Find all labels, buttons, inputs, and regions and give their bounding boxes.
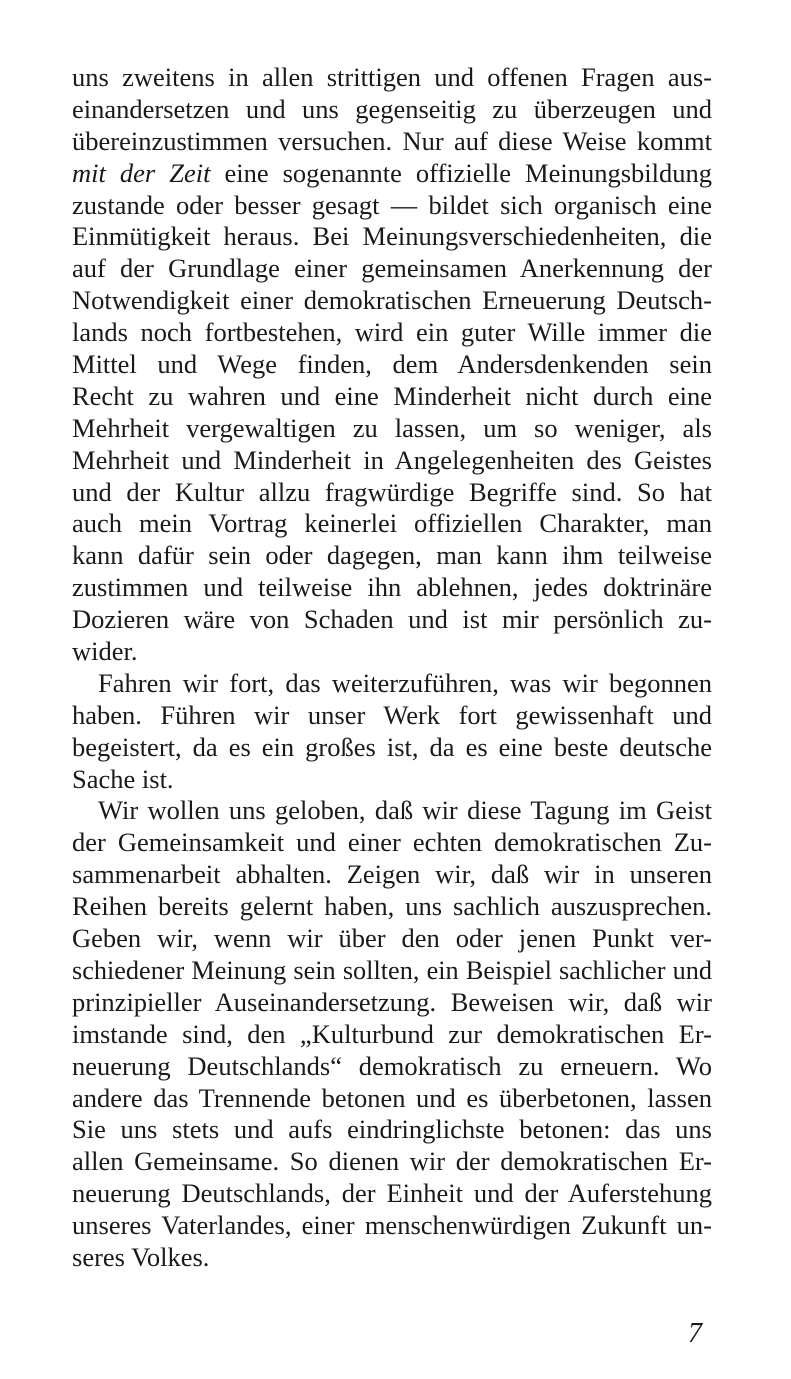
text-line: imstande sind, den „Kulturbund zur demokratischen Er- bbox=[72, 1018, 712, 1049]
text-line: einandersetzen und uns gegenseitig zu überzeugen und bbox=[72, 93, 712, 124]
text-line: Mehrheit und Minderheit in Angelegenheiten des Geistes bbox=[72, 444, 712, 475]
paragraph-2 bbox=[72, 668, 712, 796]
paragraph-1 bbox=[72, 62, 712, 668]
text-fragment: eine sogenannte offizielle Meinungsbildung bbox=[210, 157, 712, 188]
text-line: Recht zu wahren und eine Minderheit nicht durch eine bbox=[72, 380, 712, 411]
text-line-with-emphasis bbox=[72, 158, 712, 190]
text-line: Notwendigkeit einer demokratischen Erneuerung Deutsch- bbox=[72, 285, 712, 316]
text-line: Mittel und Wege finden, dem Andersdenkenden sein bbox=[72, 349, 712, 380]
text-line: haben. Führen wir unser Werk fort gewissenhaft und bbox=[72, 699, 712, 730]
text-line: Reihen bereits gelernt haben, uns sachlich auszusprechen. bbox=[72, 891, 712, 922]
text-line: begeistert, da es ein großes ist, da es eine beste deutsche bbox=[72, 731, 712, 762]
text-line: Fahren wir fort, das weiterzuführen, was wir begonnen bbox=[98, 667, 712, 698]
text-line: lands noch fortbestehen, wird ein guter Wille immer die bbox=[72, 317, 712, 348]
text-line: kann dafür sein oder dagegen, man kann ihm teilweise bbox=[72, 540, 712, 571]
text-line: Mehrheit vergewaltigen zu lassen, um so weniger, als bbox=[72, 412, 712, 443]
text-line: neuerung Deutschlands, der Einheit und der Auferstehung bbox=[72, 1178, 712, 1209]
text-line: unseres Vaterlandes, einer menschenwürdigen Zukunft un- bbox=[72, 1210, 712, 1241]
text-line: schiedener Meinung sein sollten, ein Beispiel sachlicher und bbox=[72, 955, 712, 985]
text-line: sammenarbeit abhalten. Zeigen wir, daß wir in unseren bbox=[72, 859, 712, 890]
text-line: prinzipieller Auseinandersetzung. Beweisen wir, daß wir bbox=[72, 986, 712, 1017]
text-line: uns zweitens in allen strittigen und offenen Fragen aus- bbox=[72, 62, 712, 92]
text-line: Sache ist. bbox=[72, 763, 174, 794]
text-line: wider. bbox=[72, 636, 138, 667]
text-line: zustimmen und teilweise ihn ablehnen, jedes doktrinäre bbox=[72, 572, 712, 603]
text-line: auch mein Vortrag keinerlei offiziellen Charakter, man bbox=[72, 508, 712, 539]
text-line: seres Volkes. bbox=[72, 1241, 210, 1272]
text-line: andere das Trennende betonen und es überbetonen, lassen bbox=[72, 1082, 712, 1113]
text-line: übereinzustimmen versuchen. Nur auf diese Weise kommt bbox=[72, 125, 712, 156]
text-line: der Gemeinsamkeit und einer echten demokratischen Zu- bbox=[72, 827, 712, 858]
text-line: und der Kultur allzu fragwürdige Begriffe sind. So hat bbox=[72, 476, 712, 507]
page-number: 7 bbox=[688, 1318, 702, 1349]
paragraph-3 bbox=[72, 795, 712, 1273]
body-text bbox=[72, 62, 712, 1274]
text-line: Geben wir, wenn wir über den oder jenen Punkt ver- bbox=[72, 923, 712, 954]
emphasis-text: mit der Zeit bbox=[72, 157, 211, 188]
text-line: Wir wollen uns geloben, daß wir diese Tagung im Geist bbox=[98, 795, 712, 826]
text-line: Dozieren wäre von Schaden und ist mir persönlich zu- bbox=[72, 604, 712, 635]
text-line: neuerung Deutschlands“ demokratisch zu erneuern. Wo bbox=[72, 1050, 712, 1081]
text-line: allen Gemeinsame. So dienen wir der demokratischen Er- bbox=[72, 1146, 712, 1177]
text-line: auf der Grundlage einer gemeinsamen Anerkennung der bbox=[72, 253, 712, 284]
text-line: Sie uns stets und aufs eindringlichste betonen: das uns bbox=[72, 1114, 712, 1145]
text-line: zustande oder besser gesagt — bildet sich organisch eine bbox=[72, 189, 712, 220]
text-line: Einmütigkeit heraus. Bei Meinungsverschiedenheiten, die bbox=[72, 221, 712, 252]
